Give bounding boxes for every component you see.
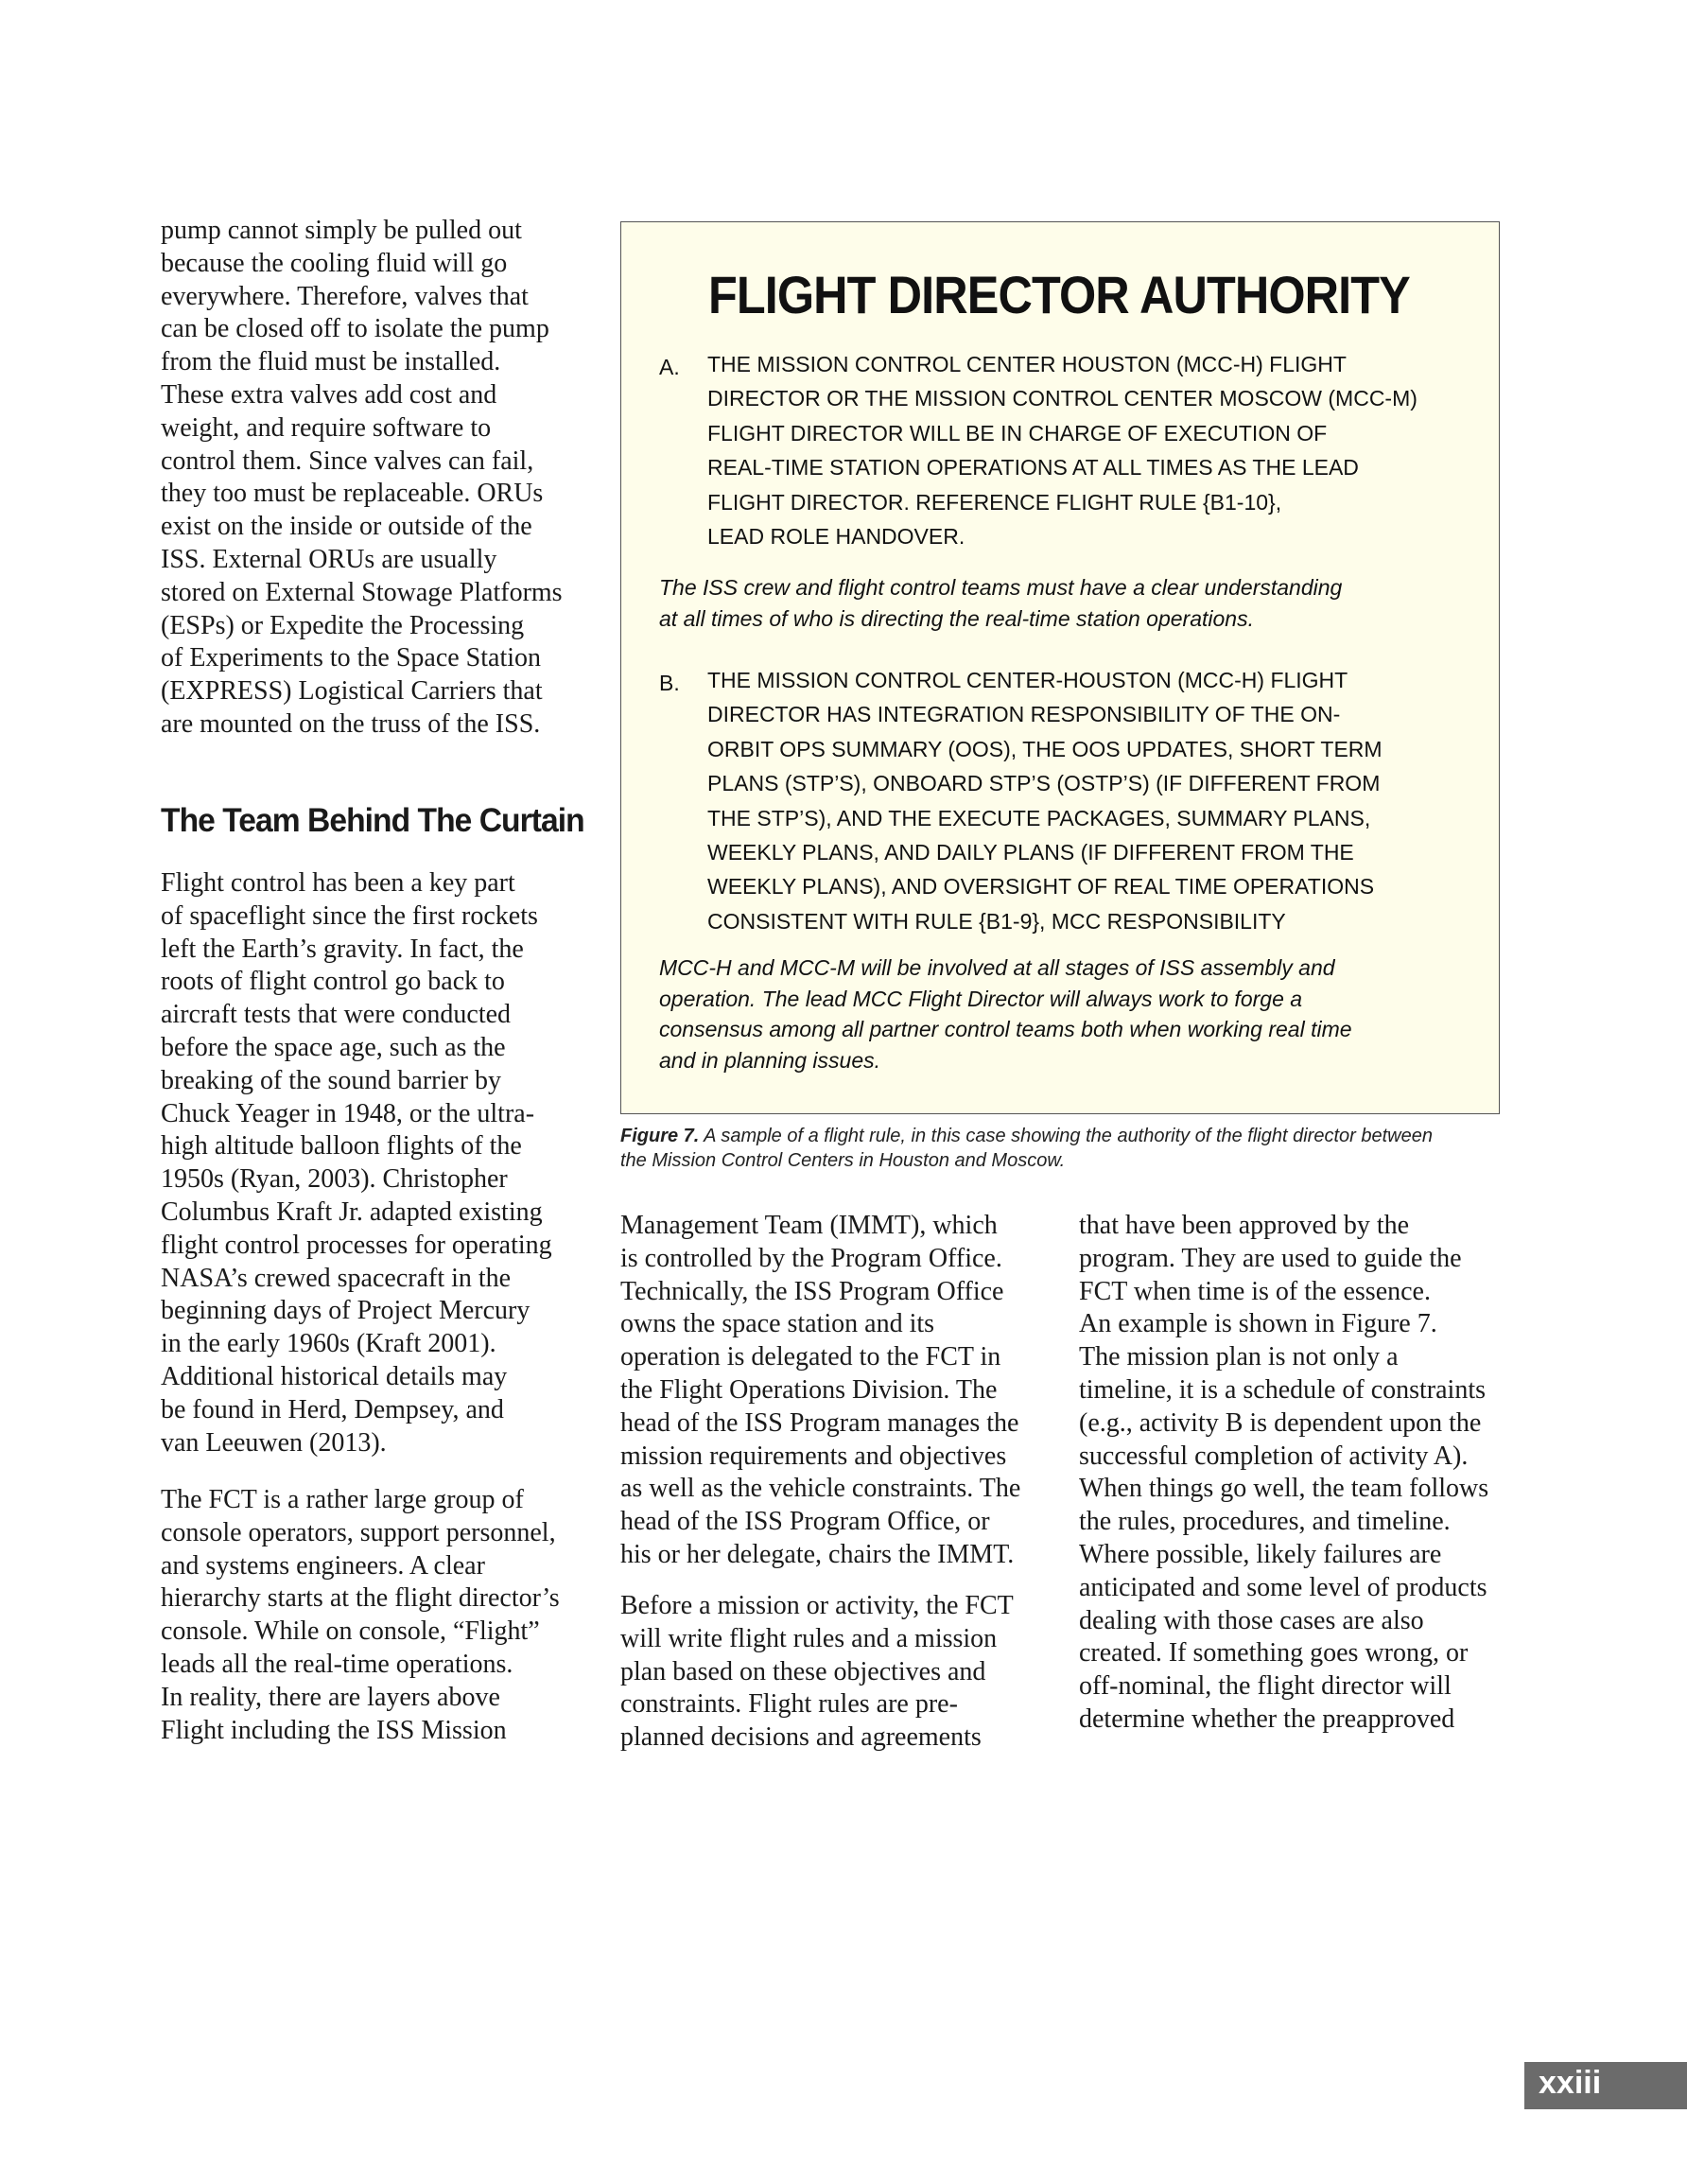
rule-a-letter: A. <box>659 355 680 379</box>
middle-paragraph-immt: Management Team (IMMT), which is controlled by the Program Office. Technically, the ISS Program Office owns the space station and its operation is delegated to the FCT in the Flight Operations Division. The head of the ISS Program manages the mission requirements and objectives as well as the vehicle constraints. The head of the ISS Program Office, or his or her delegate, chairs the IMMT. <box>620 1211 1021 1569</box>
flight-rule-figure <box>620 221 1500 1114</box>
right-paragraph-mission-plan: that have been approved by the program. They are used to guide the FCT when time is of the essence. An example is shown in Figure 7. The mission plan is not only a timeline, it is a schedule of constraints (e.g., activity B is dependent upon the successful completion of activity A). When things go well, the team follows the rules, procedures, and timeline. Where possible, likely failures are anticipated and some level of products dealing with those cases are also created. If something goes wrong, or off-nominal, the flight director will determine whether the preapproved <box>1079 1211 1489 1734</box>
section-heading: The Team Behind The Curtain <box>161 802 584 839</box>
rule-b-text: THE MISSION CONTROL CENTER-HOUSTON (MCC-H) FLIGHT DIRECTOR HAS INTEGRATION RESPONSIBILITY OF THE ON- ORBIT OPS SUMMARY (OOS), THE OOS UPDATES, SHORT TERM PLANS (STP’S), ONBOARD STP’S (OSTP’S) (IF DIFFERENT FROM THE STP’S), AND THE EXECUTE PACKAGES, SUMMARY PLANS, WEEKLY PLANS, AND DAILY PLANS (IF DIFFERENT FROM THE WEEKLY PLANS), AND OVERSIGHT OF REAL TIME OPERATIONS CONSISTENT WITH RULE {B1-9}, MCC RESPONSIBILITY <box>707 668 1383 934</box>
figure-caption-text: A sample of a flight rule, in this case showing the authority of the flight director between the Mission Control Centers in Houston and Moscow. <box>620 1126 1433 1171</box>
left-paragraph-fct: The FCT is a rather large group of console operators, support personnel, and systems engineers. A clear hierarchy starts at the flight director’s console. While on console, “Flight” leads all the real-time operations. In reality, there are layers above Flight including the ISS Mission <box>161 1485 560 1745</box>
rule-b-note: MCC-H and MCC-M will be involved at all stages of ISS assembly and operation. The lead MCC Flight Director will always work to forge a consensus among all partner control teams both when working real time and in planning issues. <box>659 955 1352 1073</box>
left-paragraph-orus: pump cannot simply be pulled out because the cooling fluid will go everywhere. Therefore, valves that can be closed off to isolate the pump from the fluid must be installed. These extra valves add cost and weight, and require software to control them. Since valves can fail, they too must be replaceable. ORUs exist on the inside or outside of the ISS. External ORUs are usually stored on External Stowage Platforms (ESPs) or Expedite the Processing of Experiments to the Space Station (EXPRESS) Logistical Carriers that are mounted on the truss of the ISS. <box>161 216 563 739</box>
rule-b-letter: B. <box>659 671 680 695</box>
middle-paragraph-flight-rules: Before a mission or activity, the FCT will write flight rules and a mission plan based on these objectives and constraints. Flight rules are pre- planned decisions and agreements <box>620 1591 1014 1753</box>
figure-caption-label: Figure 7. <box>620 1126 700 1146</box>
page-number: xxiii <box>1539 2065 1602 2101</box>
figure-caption <box>620 1124 1509 1173</box>
figure-title: FLIGHT DIRECTOR AUTHORITY <box>708 265 1410 324</box>
left-paragraph-history: Flight control has been a key part of spaceflight since the first rockets left the Earth’s gravity. In fact, the roots of flight control go back to aircraft tests that were conducted before the space age, such as the breaking of the sound barrier by Chuck Yeager in 1948, or the ultra- high altitude balloon flights of the 1950s (Ryan, 2003). Christopher Columbus Kraft Jr. adapted existing flight control processes for operating NASA’s crewed spacecraft in the beginning days of Project Mercury in the early 1960s (Kraft 2001). Additional historical details may be found in Herd, Dempsey, and van Leeuwen (2013). <box>161 868 552 1458</box>
rule-a-note: The ISS crew and flight control teams must have a clear understanding at all times of who is directing the real-time station operations. <box>659 575 1343 631</box>
rule-a-text: THE MISSION CONTROL CENTER HOUSTON (MCC-H) FLIGHT DIRECTOR OR THE MISSION CONTROL CENTER MOSCOW (MCC-M) FLIGHT DIRECTOR WILL BE IN CHARGE OF EXECUTION OF REAL-TIME STATION OPERATIONS AT ALL TIMES AS THE LEAD FLIGHT DIRECTOR. REFERENCE FLIGHT RULE {B1-10}, LEAD ROLE HANDOVER. <box>707 352 1417 550</box>
